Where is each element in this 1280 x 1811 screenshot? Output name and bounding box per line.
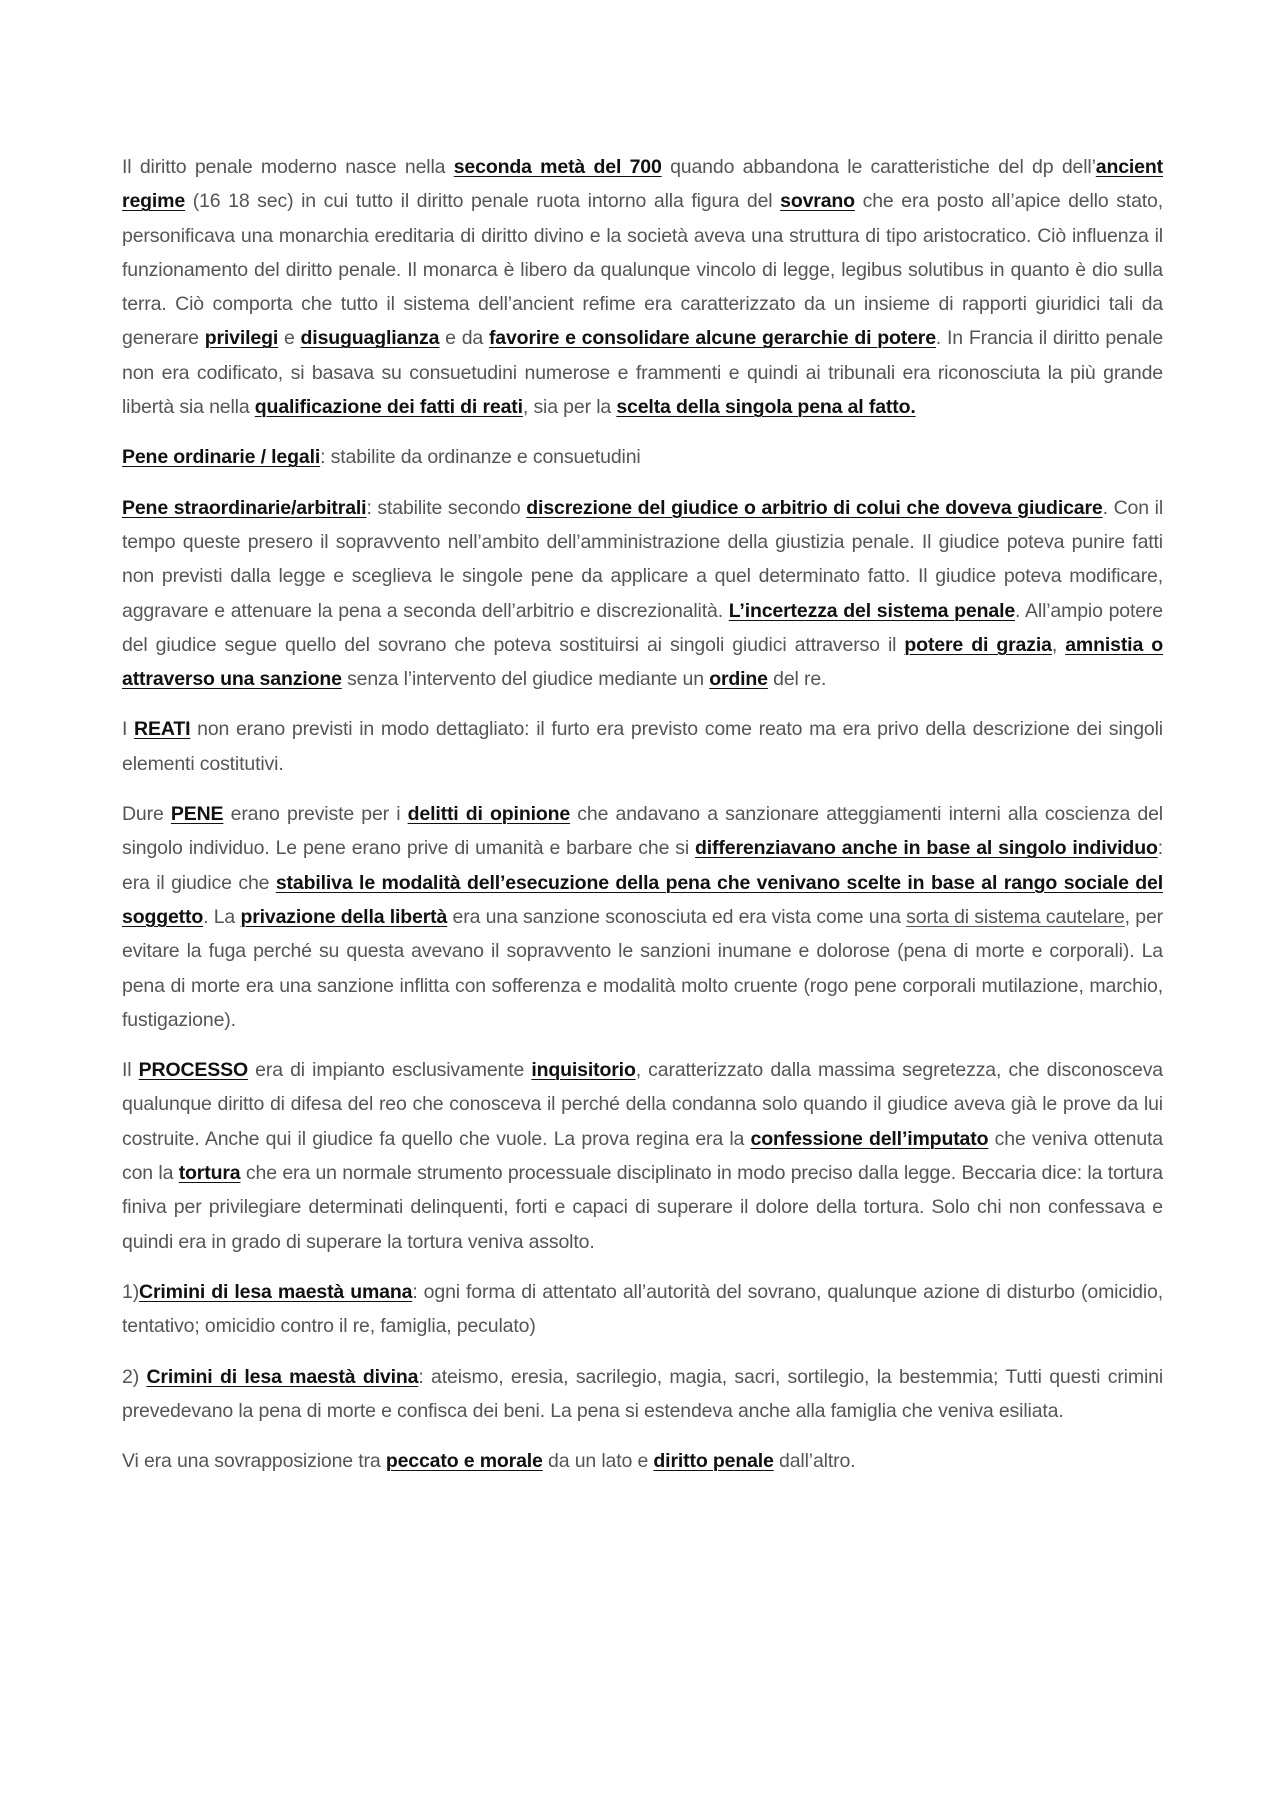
- highlight: inquisitorio: [531, 1059, 636, 1082]
- highlight: amnistia o attraverso una sanzione: [122, 633, 1164, 691]
- highlight: peccato e morale: [385, 1450, 543, 1473]
- paragraph-lesa-maesta-umana: 1)Crimini di lesa maestà umana: ogni forma di attentato all’autorità del sovrano, qualunque azione di disturbo (omicidio, tentativo; omicidio contro il re, famiglia, peculato): [122, 1280, 1163, 1338]
- paragraph-ancien-regime: Il diritto penale moderno nasce nella seconda metà del 700 quando abbandona le caratteristiche del dp dell’ancient regime (16 18 sec) in cui tutto il diritto penale ruota intorno alla figura del sovrano che era posto all’apice dello stato, personificava una monarchia ereditaria di diritto divino e la società aveva una struttura di tipo aristocratico. Ciò influenza il funzionamento del diritto penale. Il monarca è libero da qualunque vincolo di legge, legibus solutibus in quanto è dio sulla terra. Ciò comporta che tutto il sistema dell’ancient refime era caratterizzato da un insieme di rapporti giuridici tali da generare privilegi e disuguaglianza e da favorire e consolidare alcune gerarchie di potere. In Francia il diritto penale non era codificato, si basava su consuetudini numerose e frammenti e quindi ai tribunali era riconosciuta la più grande libertà sia nella qualificazione dei fatti di reati, sia per la scelta della singola pena al fatto.: [122, 156, 1164, 419]
- highlight: potere di grazia: [904, 633, 1052, 656]
- paragraph-pene: Dure PENE erano previste per i delitti di opinione che andavano a sanzionare atteggiamenti interni alla coscienza del singolo individuo. Le pene erano prive di umanità e barbare che si differenziavano anche in base al singolo individuo: era il giudice che stabiliva le modalità dell’esecuzione della pena che venivano scelte in base al rango sociale del soggetto. La privazione della libertà era una sanzione sconosciuta ed era vista come una sorta di sistema cautelare, per evitare la fuga perché su questa avevano il sopravvento le sanzioni inumane e dolorose (pena di morte e corporali). La pena di morte era una sanzione inflitta con sofferenza e modalità molto cruente (rogo pene corporali mutilazione, marchio, fustigazione).: [122, 803, 1163, 1031]
- paragraph-sovrapposizione: Vi era una sovrapposizione tra peccato e morale da un lato e diritto penale dall’altro.: [122, 1450, 856, 1473]
- highlight: PENE: [170, 803, 224, 826]
- highlight: L’incertezza del sistema penale: [728, 599, 1016, 622]
- paragraph-pene-straordinarie: Pene straordinarie/arbitrali: stabilite secondo discrezione del giudice o arbitrio di colui che doveva giudicare. Con il tempo queste presero il sopravvento nell’ambito dell’amministrazione della giustizia penale. Il giudice poteva punire fatti non previsti dalla legge e sceglieva le singole pene da applicare a quel determinato fatto. Il giudice poteva modificare, aggravare e attenuare la pena a seconda dell’arbitrio e discrezionalità. L’incertezza del sistema penale. All’ampio potere del giudice segue quello del sovrano che poteva sostituirsi ai singoli giudici attraverso il potere di grazia, amnistia o attraverso una sanzione senza l’intervento del giudice mediante un ordine del re.: [122, 496, 1164, 691]
- underlined-phrase: sorta di sistema cautelare: [906, 905, 1125, 928]
- highlight: privilegi: [204, 327, 279, 350]
- highlight: Pene ordinarie / legali: [122, 446, 321, 469]
- paragraph-reati: I REATI non erano previsti in modo dettagliato: il furto era previsto come reato ma era privo della descrizione dei singoli elementi costitutivi.: [122, 718, 1163, 775]
- highlight: Crimini di lesa maestà divina: [146, 1365, 419, 1388]
- highlight: diritto penale: [653, 1450, 774, 1473]
- highlight: seconda metà del 700: [453, 156, 662, 178]
- paragraph-pene-ordinarie: Pene ordinarie / legali: stabilite da ordinanze e consuetudini: [122, 446, 641, 469]
- highlight: REATI: [134, 718, 191, 741]
- highlight: sovrano: [780, 190, 855, 213]
- highlight: differenziavano anche in base al singolo individuo: [695, 837, 1158, 860]
- highlight: PROCESSO: [138, 1059, 248, 1082]
- document-page: [122, 150, 1163, 1494]
- highlight: scelta della singola pena al fatto.: [616, 396, 916, 419]
- highlight: ancient regime: [122, 156, 1163, 213]
- highlight: disuguaglianza: [300, 327, 440, 350]
- highlight: Crimini di lesa maestà umana: [139, 1280, 413, 1303]
- highlight: privazione della libertà: [240, 905, 448, 928]
- highlight: delitti di opinione: [407, 803, 571, 826]
- highlight: favorire e consolidare alcune gerarchie di potere: [488, 327, 936, 350]
- paragraph-processo: Il PROCESSO era di impianto esclusivamente inquisitorio, caratterizzato dalla massima segretezza, che disconosceva qualunque diritto di difesa del reo che conosceva il perché della condanna solo quando il giudice aveva già le prove da lui costruite. Anche qui il giudice fa quello che vuole. La prova regina era la confessione dell’imputato che veniva ottenuta con la tortura che era un normale strumento processuale disciplinato in modo preciso dalla legge. Beccaria dice: la tortura finiva per privilegiare determinati delinquenti, forti e capaci di superare il dolore della tortura. Solo chi non confessava e quindi era in grado di superare la tortura veniva assolto.: [122, 1059, 1164, 1253]
- paragraph-lesa-maesta-divina: 2) Crimini di lesa maestà divina: ateismo, eresia, sacrilegio, magia, sacri, sortilegio, la bestemmia; Tutti questi crimini prevedevano la pena di morte e confisca dei beni. La pena si estendeva anche alla famiglia che veniva esiliata.: [122, 1365, 1164, 1422]
- highlight: ordine: [709, 668, 768, 691]
- highlight: stabiliva le modalità dell’esecuzione della pena che venivano scelte in base al rango sociale del soggetto: [122, 871, 1163, 928]
- highlight: tortura: [178, 1162, 241, 1185]
- highlight: Pene straordinarie/arbitrali: [122, 496, 367, 519]
- highlight: discrezione del giudice o arbitrio di colui che doveva giudicare: [526, 496, 1103, 519]
- highlight: qualificazione dei fatti di reati: [254, 396, 523, 419]
- highlight: confessione dell’imputato: [750, 1127, 989, 1150]
